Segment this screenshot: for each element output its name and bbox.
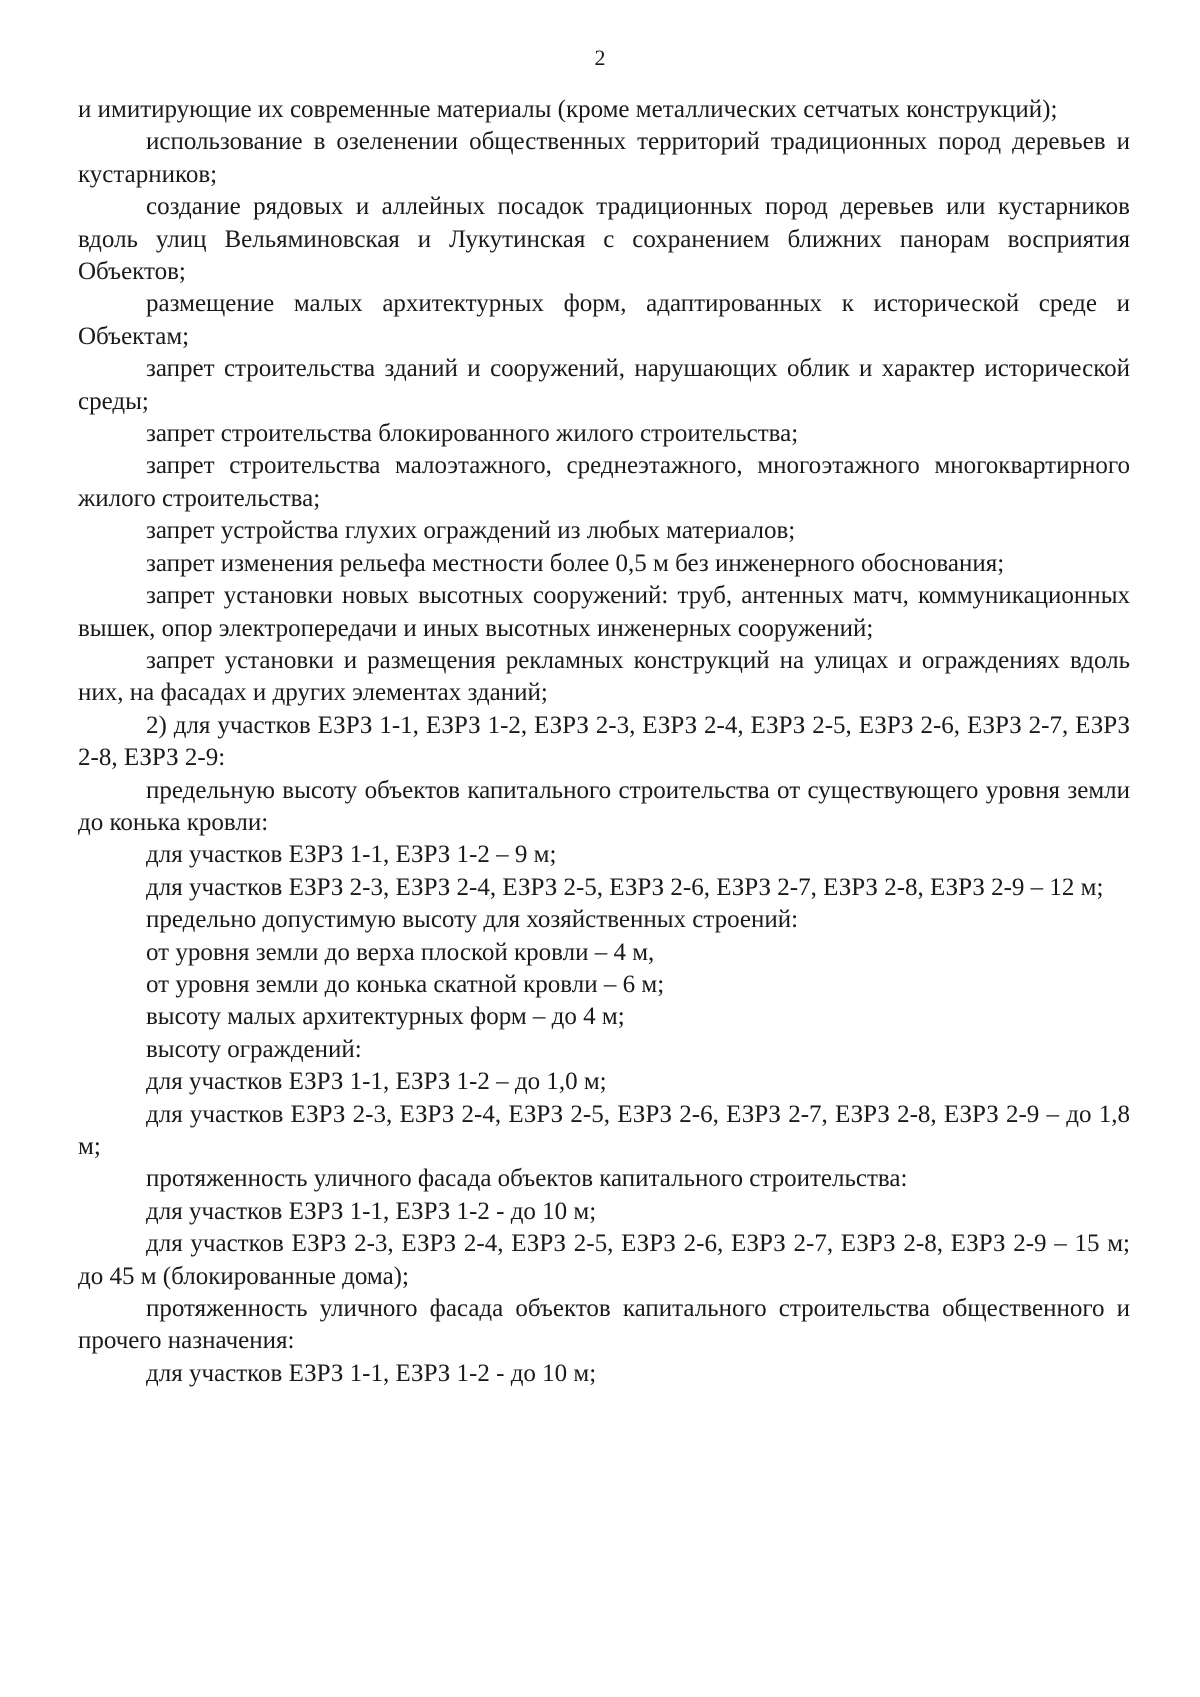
paragraph: от уровня земли до верха плоской кровли – 4 м,	[146, 938, 655, 966]
paragraph: запрет строительства зданий и сооружений, нарушающих облик и характер исторической среды;	[78, 355, 1130, 415]
paragraph: для участков ЕЗРЗ 1-1, ЕЗРЗ 1-2 - до 10 м;	[146, 1197, 597, 1225]
paragraph: высоту ограждений:	[146, 1035, 362, 1063]
paragraph: для участков ЕЗРЗ 2-3, ЕЗРЗ 2-4, ЕЗРЗ 2-5, ЕЗРЗ 2-6, ЕЗРЗ 2-7, ЕЗРЗ 2-8, ЕЗРЗ 2-9 – до 1,8 м;	[78, 1100, 1130, 1160]
paragraph: для участков ЕЗРЗ 1-1, ЕЗРЗ 1-2 – 9 м;	[146, 841, 557, 869]
paragraph: создание рядовых и аллейных посадок традиционных пород деревьев или кустарников вдоль улиц Вельяминовская и Лукутинская с сохранением ближних панорам восприятия Объектов;	[78, 193, 1130, 286]
paragraph: размещение малых архитектурных форм, адаптированных к исторической среде и Объектам;	[78, 290, 1130, 350]
paragraph: протяженность уличного фасада объектов капитального строительства общественного и прочего назначения:	[78, 1295, 1130, 1355]
paragraph: от уровня земли до конька скатной кровли – 6 м;	[146, 970, 665, 998]
paragraph: для участков ЕЗРЗ 1-1, ЕЗРЗ 1-2 - до 10 м;	[146, 1359, 597, 1387]
page-number: 2	[594, 45, 606, 70]
paragraph: протяженность уличного фасада объектов капитального строительства:	[146, 1165, 908, 1193]
paragraph: для участков ЕЗРЗ 2-3, ЕЗРЗ 2-4, ЕЗРЗ 2-5, ЕЗРЗ 2-6, ЕЗРЗ 2-7, ЕЗРЗ 2-8, ЕЗРЗ 2-9 – 15 м; до 45 м (блокированные дома);	[78, 1230, 1130, 1290]
paragraph: использование в озеленении общественных территорий традиционных пород деревьев и кустарников;	[78, 128, 1130, 188]
paragraph: запрет строительства блокированного жилого строительства;	[146, 420, 799, 448]
paragraph: запрет строительства малоэтажного, среднеэтажного, многоэтажного многоквартирного жилого строительства;	[78, 452, 1130, 512]
paragraph: 2) для участков ЕЗРЗ 1-1, ЕЗРЗ 1-2, ЕЗРЗ 2-3, ЕЗРЗ 2-4, ЕЗРЗ 2-5, ЕЗРЗ 2-6, ЕЗРЗ 2-7, ЕЗРЗ 2-8, ЕЗРЗ 2-9:	[78, 711, 1130, 772]
document-body	[78, 94, 1130, 1390]
paragraph: запрет установки новых высотных сооружений: труб, антенных матч, коммуникационных вышек, опор электропередачи и иных высотных инженерных сооружений;	[78, 582, 1130, 642]
paragraph: запрет установки и размещения рекламных конструкций на улицах и ограждениях вдоль них, на фасадах и других элементах зданий;	[78, 646, 1130, 707]
paragraph: высоту малых архитектурных форм – до 4 м;	[146, 1003, 625, 1031]
paragraph: запрет изменения рельефа местности более 0,5 м без инженерного обоснования;	[146, 549, 1005, 577]
paragraph: для участков ЕЗРЗ 1-1, ЕЗРЗ 1-2 – до 1,0 м;	[146, 1068, 607, 1096]
paragraph: и имитирующие их современные материалы (кроме металлических сетчатых конструкций);	[78, 96, 1058, 123]
paragraph: предельно допустимую высоту для хозяйственных строений:	[146, 906, 799, 934]
paragraph: для участков ЕЗРЗ 2-3, ЕЗРЗ 2-4, ЕЗРЗ 2-5, ЕЗРЗ 2-6, ЕЗРЗ 2-7, ЕЗРЗ 2-8, ЕЗРЗ 2-9 – 12 м;	[146, 873, 1104, 901]
paragraph: предельную высоту объектов капитального строительства от существующего уровня земли до конька кровли:	[78, 776, 1130, 836]
paragraph: запрет устройства глухих ограждений из любых материалов;	[146, 517, 796, 545]
